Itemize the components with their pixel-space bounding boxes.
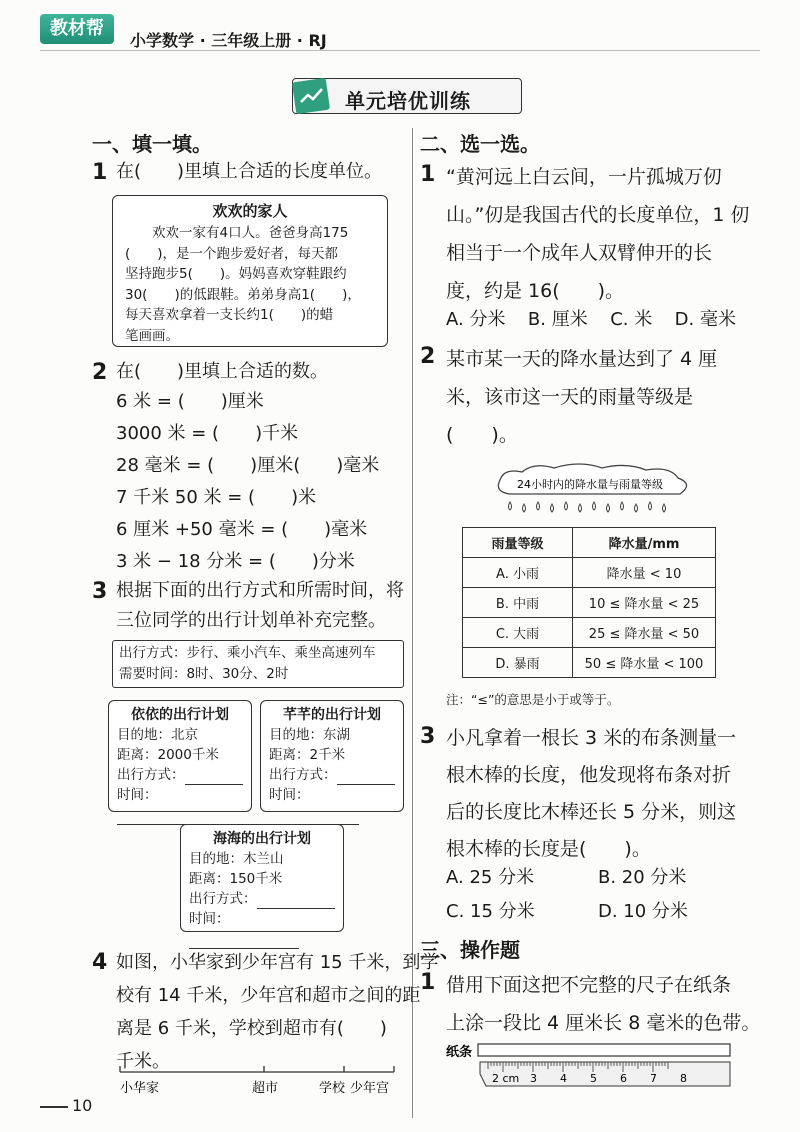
question-text: 根据下面的出行方式和所需时间，将 — [116, 580, 404, 601]
travel-times: 需要时间：8时、30分、2时 — [119, 666, 289, 682]
distance-diagram — [112, 1062, 402, 1102]
question-line: 米，该市这一天的雨量等级是 — [446, 386, 694, 408]
option-a[interactable]: A. 25 分米 — [446, 867, 535, 888]
conversion-line: 6 米 = ( )厘米 — [116, 391, 264, 412]
question-number: 4 — [92, 950, 108, 975]
header-divider — [40, 50, 760, 51]
question-line: 根木棒的长度是( )。 — [446, 838, 651, 860]
question-line: 山。”仞是我国古代的长度单位，1 仞 — [446, 204, 750, 226]
question-text-block — [116, 946, 438, 1078]
unit-title-banner — [292, 78, 522, 114]
plan-time-label: 时间： — [117, 787, 158, 803]
option-d[interactable]: D. 10 分米 — [598, 901, 688, 922]
ruler-label: 4 — [560, 1072, 567, 1085]
plan-destination: 目的地：东湖 — [269, 727, 350, 743]
plan-distance: 距离：150千米 — [189, 871, 283, 887]
conversion-line: 7 千米 50 米 = ( )米 — [116, 487, 317, 508]
plan-destination: 目的地：北京 — [117, 727, 198, 743]
table-cell: 降水量 < 10 — [573, 558, 716, 588]
table-cell: 10 ≤ 降水量 < 25 — [573, 588, 716, 618]
point-label: 小华家 — [120, 1081, 160, 1096]
question-line: 度，约是 16( )。 — [446, 280, 625, 302]
question-line: 如图，小华家到少年宫有 15 千米，到学 — [116, 952, 439, 973]
conversion-line: 3 米 − 18 分米 = ( )分米 — [116, 551, 355, 572]
travel-modes: 出行方式：步行、乘小汽车、乘坐高速列车 — [119, 645, 376, 661]
table-header: 雨量等级 — [463, 528, 573, 558]
page-number: 10 — [72, 1096, 93, 1115]
plan-title: 芊芊的出行计划 — [283, 707, 381, 723]
rain-cloud-illustration — [490, 462, 700, 520]
question-text-block — [446, 966, 760, 1042]
story-title: 欢欢的家人 — [212, 202, 288, 220]
conversion-line: 6 厘米 +50 毫米 = ( )毫米 — [116, 519, 368, 540]
plan-time-label: 时间： — [189, 911, 230, 927]
question-line: 借用下面这把不完整的尺子在纸条 — [446, 974, 732, 996]
question-number: 1 — [420, 162, 436, 187]
travel-plan-card — [260, 700, 404, 812]
question-line: 相当于一个成年人双臂伸开的长 — [446, 242, 713, 264]
table-header-row — [463, 528, 716, 558]
unit-title: 单元培优训练 — [345, 89, 471, 113]
table-row — [463, 558, 716, 588]
ruler-label: 6 — [620, 1072, 627, 1085]
story-line: ( )，是一个跑步爱好者，每天都 — [125, 245, 339, 262]
question-line: 某市某一天的降水量达到了 4 厘 — [446, 348, 718, 370]
option-b[interactable]: B. 20 分米 — [598, 867, 687, 888]
question-number: 2 — [420, 344, 436, 369]
raindrops — [509, 502, 666, 512]
point-label: 学校 — [319, 1081, 346, 1096]
ruler-label: 3 — [530, 1072, 537, 1085]
point-label: 超市 — [252, 1081, 279, 1096]
question-line: 校有 14 千米，少年宫和超市之间的距 — [116, 985, 421, 1006]
publisher-badge: 教材帮 — [40, 14, 114, 44]
strip-label: 纸条 — [446, 1045, 473, 1060]
question-line: 上涂一段比 4 厘米长 8 毫米的色带。 — [446, 1012, 761, 1034]
ruler-label: 8 — [680, 1072, 687, 1085]
table-cell: D. 暴雨 — [463, 648, 573, 678]
travel-info-box — [112, 640, 404, 688]
conversion-list — [116, 386, 379, 578]
question-line: ( )。 — [446, 424, 518, 446]
option-c[interactable]: C. 米 — [610, 309, 653, 330]
option-d[interactable]: D. 毫米 — [674, 309, 736, 330]
question-text: 三位同学的出行计划单补充完整。 — [116, 610, 386, 631]
table-note: 注：“≤”的意思是小于或等于。 — [446, 692, 620, 707]
question-text-block — [446, 158, 749, 310]
story-line: 笔画画。 — [125, 327, 179, 344]
travel-plan-card — [180, 824, 344, 932]
mode-answer-blank[interactable] — [257, 895, 335, 909]
table-row — [463, 648, 716, 678]
trend-chart-icon — [291, 76, 333, 116]
story-line: 欢欢一家有4口人。爸爸身高175 — [152, 225, 349, 241]
plan-distance: 距离：2000千米 — [117, 747, 219, 763]
plan-destination: 目的地：木兰山 — [189, 851, 284, 867]
plan-mode-label: 出行方式： — [189, 891, 257, 907]
conversion-line: 28 毫米 = ( )厘米( )毫米 — [116, 455, 380, 476]
mode-answer-blank[interactable] — [337, 771, 395, 785]
cloud-caption: 24小时内的降水量与雨量等级 — [517, 478, 663, 491]
story-line: 坚持跑步5( )。妈妈喜欢穿鞋跟约 — [125, 266, 347, 282]
table-cell: 25 ≤ 降水量 < 50 — [573, 618, 716, 648]
ruler-diagram — [440, 1040, 740, 1092]
conversion-line: 3000 米 = ( )千米 — [116, 423, 299, 444]
story-line: 30( )的低跟鞋。弟弟身高1( )， — [125, 286, 361, 303]
question-line: 小凡拿着一根长 3 米的布条测量一 — [446, 727, 737, 749]
table-header: 降水量/mm — [573, 528, 716, 558]
rainfall-table — [462, 527, 716, 678]
question-text-block — [446, 720, 736, 868]
table-cell: C. 大雨 — [463, 618, 573, 648]
plan-mode-label: 出行方式： — [269, 767, 337, 783]
mode-answer-blank[interactable] — [185, 771, 243, 785]
time-answer-blank[interactable] — [269, 811, 359, 825]
table-cell: A. 小雨 — [463, 558, 573, 588]
choice-options — [446, 304, 736, 335]
question-number: 2 — [92, 360, 108, 385]
plan-distance: 距离：2千米 — [269, 747, 346, 763]
ruler-label: 7 — [650, 1072, 657, 1085]
question-number: 1 — [420, 970, 436, 995]
question-number: 3 — [92, 579, 108, 604]
question-line: 千米。 — [116, 1051, 170, 1072]
page-footer — [40, 1096, 92, 1115]
book-title: 小学数学 · 三年级上册 · RJ — [130, 31, 327, 50]
question-line: “黄河远上白云间，一片孤城万仞 — [446, 166, 722, 188]
option-a[interactable]: A. 分米 — [446, 309, 506, 330]
plan-time-label: 时间： — [269, 787, 310, 803]
footer-rule — [40, 1106, 68, 1108]
ruler-label: 2 cm — [492, 1072, 520, 1085]
question-line: 根木棒的长度，他发现将布条对折 — [446, 764, 732, 786]
question-number: 3 — [420, 724, 436, 749]
table-row — [463, 618, 716, 648]
question-text: 在( )里填上合适的数。 — [116, 361, 329, 382]
question-line: 后的长度比木棒还长 5 分米，则这 — [446, 801, 737, 823]
table-row — [463, 588, 716, 618]
plan-mode-label: 出行方式： — [117, 767, 185, 783]
table-cell: 50 ≤ 降水量 < 100 — [573, 648, 716, 678]
section-choose: 二、选一选。 — [420, 132, 540, 156]
question-text: 在( )里填上合适的长度单位。 — [116, 161, 383, 182]
question-number: 1 — [92, 160, 108, 185]
plan-title: 依依的出行计划 — [131, 707, 229, 723]
story-line: 每天喜欢拿着一支长约1( )的蜡 — [125, 307, 334, 323]
time-answer-blank[interactable] — [117, 811, 207, 825]
question-line: 离是 6 千米，学校到超市有( ) — [116, 1018, 387, 1039]
plan-title: 海海的出行计划 — [213, 831, 311, 847]
paper-strip[interactable] — [478, 1044, 730, 1056]
question-text-block — [446, 340, 717, 454]
table-cell: B. 中雨 — [463, 588, 573, 618]
section-fill-in: 一、填一填。 — [92, 132, 212, 156]
option-b[interactable]: B. 厘米 — [527, 309, 588, 330]
travel-plan-card — [108, 700, 252, 812]
story-box — [112, 195, 388, 347]
option-c[interactable]: C. 15 分米 — [446, 901, 535, 922]
point-label: 少年宫 — [350, 1081, 390, 1096]
section-operation: 三、操作题 — [420, 938, 520, 962]
ruler-label: 5 — [590, 1072, 597, 1085]
